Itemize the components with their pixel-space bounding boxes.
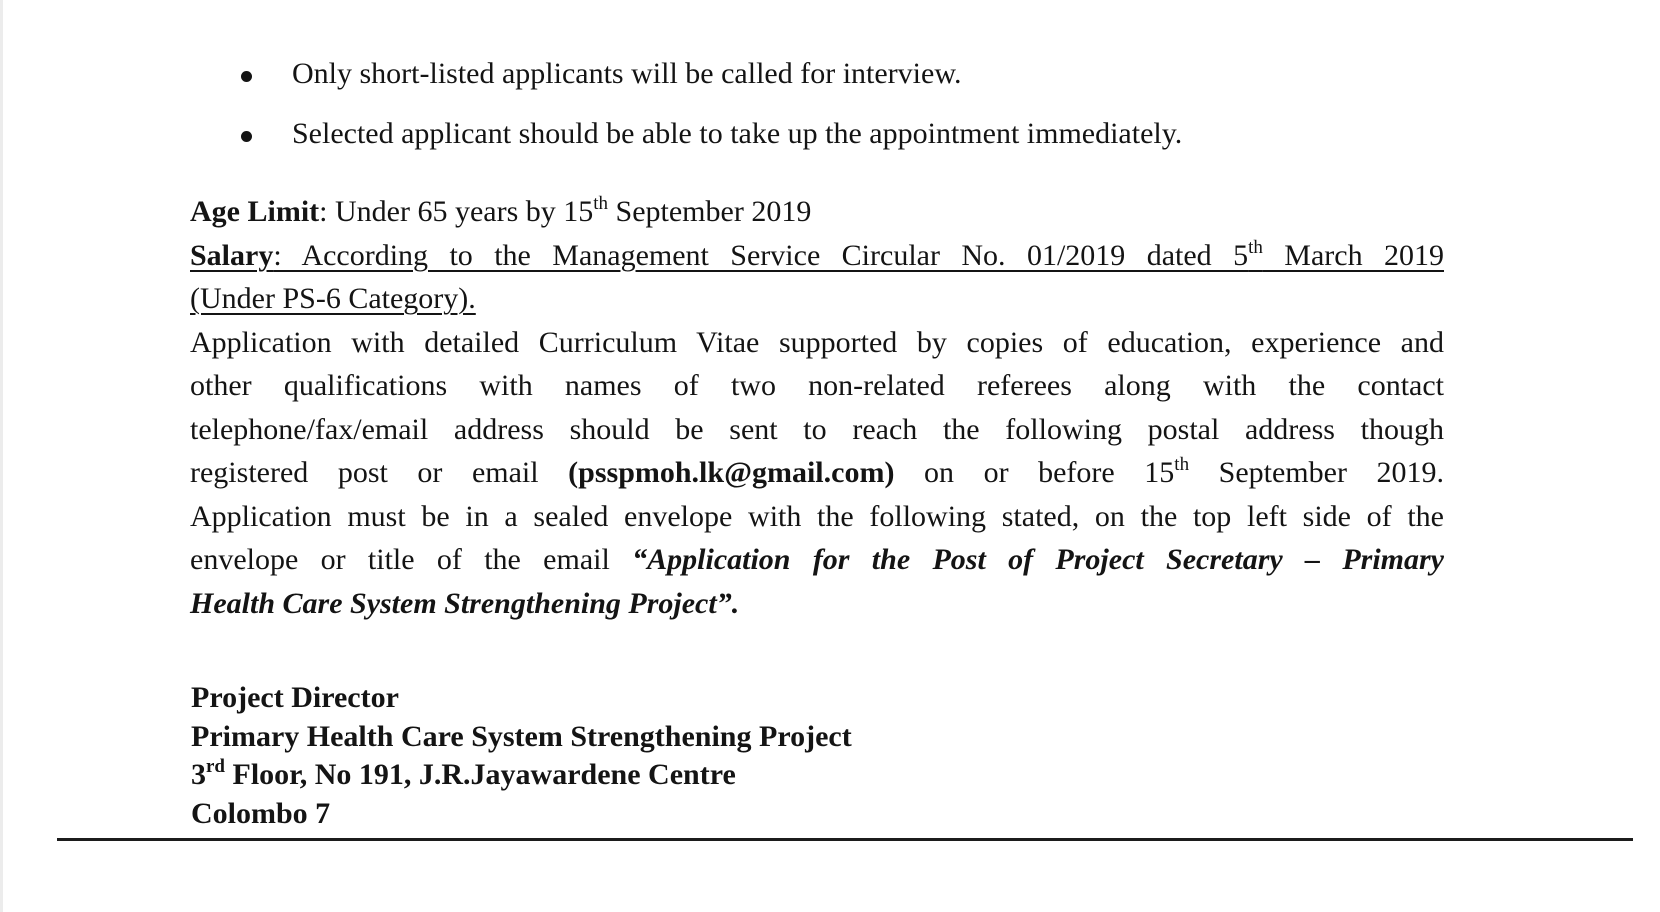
application-title-end: Health Care System Strengthening Project”. (190, 586, 740, 620)
application-line-3: telephone/fax/email address should be sent to reach the following postal address though (190, 412, 1444, 446)
application-line-5: Application must be in a sealed envelope with the following stated, on the top left side of the (190, 499, 1444, 533)
application-line-7 (190, 582, 1444, 626)
address-line-4: Colombo 7 (191, 796, 331, 830)
address-building: Floor, No 191, J.R.Jayawardene Centre (225, 758, 736, 791)
bullet-dot-icon (241, 71, 252, 82)
age-limit-line (190, 190, 1444, 234)
salary-label: Salary (190, 238, 274, 272)
bottom-rule (57, 838, 1633, 841)
application-title: “Application for the Post of Project Secretary – Primary (632, 543, 1444, 576)
salary-line-2 (190, 277, 1444, 321)
bullet-item (238, 116, 1488, 152)
age-limit-label: Age Limit (190, 195, 320, 228)
salary-category: (Under PS-6 Category). (190, 282, 476, 315)
age-limit-text: : Under 65 years by 15 (319, 195, 594, 228)
floor-number: 3 (191, 758, 206, 791)
salary-line (190, 234, 1444, 278)
application-deadline-date: September 2019. (1189, 456, 1444, 489)
address-line-1: Project Director (191, 681, 399, 714)
application-title-prefix: envelope or title of the email (190, 543, 633, 576)
address-line-3 (191, 756, 852, 795)
application-deadline-sup: th (1174, 454, 1190, 475)
application-deadline: on or before 15 (894, 456, 1175, 489)
floor-sup: rd (206, 756, 225, 777)
bullet-text: Only short-listed applicants will be called for interview. (292, 57, 962, 90)
age-limit-date: September 2019 (608, 195, 812, 228)
postal-address (191, 679, 852, 833)
application-line-4 (190, 451, 1444, 495)
salary-sup: th (1248, 236, 1263, 258)
bullet-item (238, 56, 1488, 92)
bullet-dot-icon (241, 131, 252, 142)
contact-email: (psspmoh.lk@gmail.com) (568, 456, 895, 489)
body-text (190, 190, 1444, 625)
application-line-1: Application with detailed Curriculum Vitae supported by copies of education, experience and (190, 325, 1444, 359)
application-email-prefix: registered post or email (190, 456, 569, 489)
application-line-6 (190, 538, 1444, 582)
age-limit-sup: th (593, 193, 609, 214)
salary-text: : According to the Management Service Circular No. 01/2019 dated 5 (273, 238, 1249, 272)
application-line-2: other qualifications with names of two non-related referees along with the contact (190, 369, 1444, 402)
requirements-bullet-list (238, 56, 1488, 152)
address-line-2: Primary Health Care System Strengthening Project (191, 719, 852, 753)
scan-edge-shadow (0, 0, 3, 912)
salary-date: March 2019 (1262, 238, 1444, 272)
bullet-text: Selected applicant should be able to take up the appointment immediately. (292, 117, 1183, 150)
